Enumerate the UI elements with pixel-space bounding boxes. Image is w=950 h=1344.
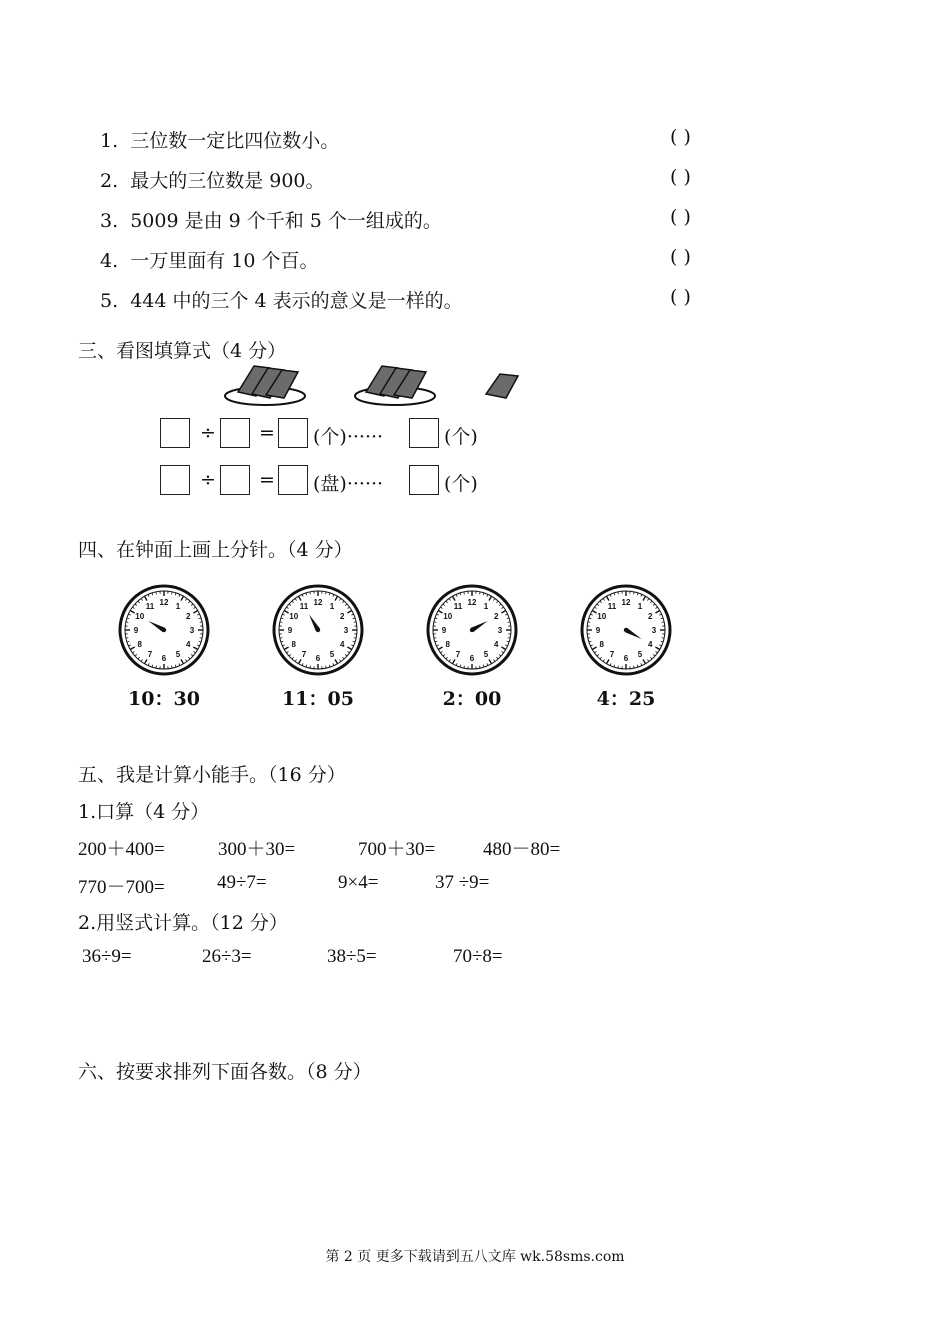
clock-face-icon[interactable] (578, 582, 674, 678)
svg-text:12: 12 (621, 598, 631, 607)
svg-text:6: 6 (161, 654, 167, 663)
svg-text:5: 5 (329, 650, 335, 660)
svg-text:3: 3 (189, 626, 195, 635)
answer-blank-3[interactable]: ( ) (670, 206, 691, 228)
answer-box[interactable] (220, 465, 250, 495)
item-number: 1. (100, 130, 119, 152)
unit-label: (盘)······ (313, 473, 384, 495)
svg-text:9: 9 (595, 626, 601, 635)
vertical-problem: 36÷9= (82, 946, 132, 967)
svg-text:4: 4 (648, 640, 653, 649)
equals-sign: = (259, 422, 275, 444)
svg-text:6: 6 (623, 654, 629, 663)
svg-text:4: 4 (494, 640, 499, 649)
section3-title: 三、看图填算式（4 分） (78, 340, 287, 362)
clock-face-icon[interactable] (270, 582, 366, 678)
svg-text:5: 5 (483, 650, 489, 660)
answer-blank-5[interactable]: ( ) (670, 286, 691, 308)
oral-problem: 480－80= (483, 839, 561, 860)
biscuit-icon (486, 374, 518, 398)
svg-text:1: 1 (175, 601, 181, 611)
svg-text:1: 1 (483, 601, 489, 611)
svg-text:8: 8 (291, 640, 296, 649)
svg-text:11: 11 (607, 601, 617, 611)
section4-title: 四、在钟面上画上分针。（4 分） (78, 539, 353, 561)
equals-sign: = (259, 469, 275, 491)
clock-time-label: 11：05 (282, 688, 354, 710)
svg-text:5: 5 (637, 650, 643, 660)
answer-box[interactable] (160, 465, 190, 495)
judge-item-1 (100, 126, 339, 153)
svg-text:4: 4 (340, 640, 345, 649)
svg-text:9: 9 (287, 626, 293, 635)
item-text: 444 中的三个 4 表示的意义是一样的。 (130, 290, 463, 312)
unit-label: (个)······ (313, 426, 384, 448)
svg-text:6: 6 (469, 654, 475, 663)
svg-text:2: 2 (340, 612, 345, 621)
oral-problem: 49÷7= (217, 872, 267, 893)
svg-text:6: 6 (315, 654, 321, 663)
item-text: 最大的三位数是 900。 (130, 170, 325, 192)
svg-text:7: 7 (455, 650, 461, 660)
oral-problem: 300＋30= (218, 839, 296, 860)
vertical-problem: 26÷3= (202, 946, 252, 967)
svg-text:12: 12 (467, 598, 477, 607)
clock-time-label: 4：25 (596, 688, 656, 710)
answer-blank-4[interactable]: ( ) (670, 246, 691, 268)
section6-title: 六、按要求排列下面各数。（8 分） (78, 1061, 372, 1083)
section5-title: 五、我是计算小能手。（16 分） (78, 764, 346, 786)
svg-text:10: 10 (289, 612, 299, 621)
oral-problem: 200＋400= (78, 839, 165, 860)
answer-blank-1[interactable]: ( ) (670, 126, 691, 148)
divide-sign: ÷ (200, 469, 216, 491)
answer-box[interactable] (160, 418, 190, 448)
answer-box[interactable] (409, 418, 439, 448)
oral-problem: 700＋30= (358, 839, 436, 860)
svg-text:2: 2 (186, 612, 191, 621)
answer-box[interactable] (278, 465, 308, 495)
vertical-problem: 70÷8= (453, 946, 503, 967)
svg-text:10: 10 (443, 612, 453, 621)
vertical-problem: 38÷5= (327, 946, 377, 967)
item-number: 3. (100, 210, 119, 232)
clock-face-icon[interactable] (424, 582, 520, 678)
svg-text:12: 12 (313, 598, 323, 607)
svg-text:11: 11 (299, 601, 309, 611)
answer-box[interactable] (409, 465, 439, 495)
divide-sign: ÷ (200, 422, 216, 444)
svg-text:3: 3 (651, 626, 657, 635)
plate-icon (225, 366, 305, 405)
answer-box[interactable] (278, 418, 308, 448)
svg-text:10: 10 (597, 612, 607, 621)
judge-item-4 (100, 246, 318, 273)
answer-box[interactable] (220, 418, 250, 448)
svg-text:1: 1 (637, 601, 643, 611)
svg-text:10: 10 (135, 612, 145, 621)
svg-text:2: 2 (494, 612, 499, 621)
item-number: 4. (100, 250, 119, 272)
clock-time-label: 2：00 (442, 688, 502, 710)
answer-blank-2[interactable]: ( ) (670, 166, 691, 188)
judge-item-5 (100, 286, 463, 313)
subsection-oral: 1.口算（4 分） (78, 801, 210, 823)
svg-text:12: 12 (159, 598, 169, 607)
subsection-vertical: 2.用竖式计算。（12 分） (78, 912, 288, 934)
unit-label: (个) (444, 426, 478, 448)
svg-text:8: 8 (137, 640, 142, 649)
judge-item-2 (100, 166, 325, 193)
item-number: 5. (100, 290, 119, 312)
svg-text:7: 7 (301, 650, 307, 660)
biscuit-plates-illustration (220, 358, 540, 410)
oral-problem: 9×4= (338, 872, 379, 893)
oral-problem: 770－700= (78, 877, 165, 898)
svg-text:7: 7 (609, 650, 615, 660)
svg-text:2: 2 (648, 612, 653, 621)
clock-face-icon[interactable] (116, 582, 212, 678)
item-number: 2. (100, 170, 119, 192)
svg-text:8: 8 (445, 640, 450, 649)
svg-text:5: 5 (175, 650, 181, 660)
oral-problem: 37 ÷9= (435, 872, 490, 893)
item-text: 三位数一定比四位数小。 (130, 130, 340, 152)
page-footer: 第 2 页 更多下载请到五八文库 wk.58sms.com (325, 1249, 625, 1265)
unit-label: (个) (444, 473, 478, 495)
clock-time-label: 10：30 (128, 688, 200, 710)
svg-text:7: 7 (147, 650, 153, 660)
svg-text:11: 11 (453, 601, 463, 611)
svg-text:4: 4 (186, 640, 191, 649)
svg-text:3: 3 (497, 626, 503, 635)
svg-text:9: 9 (133, 626, 139, 635)
svg-text:1: 1 (329, 601, 335, 611)
svg-text:11: 11 (145, 601, 155, 611)
judge-item-3 (100, 206, 442, 233)
item-text: 5009 是由 9 个千和 5 个一组成的。 (130, 210, 442, 232)
svg-text:9: 9 (441, 626, 447, 635)
plate-icon (355, 366, 435, 405)
svg-text:8: 8 (599, 640, 604, 649)
svg-text:3: 3 (343, 626, 349, 635)
item-text: 一万里面有 10 个百。 (130, 250, 319, 272)
